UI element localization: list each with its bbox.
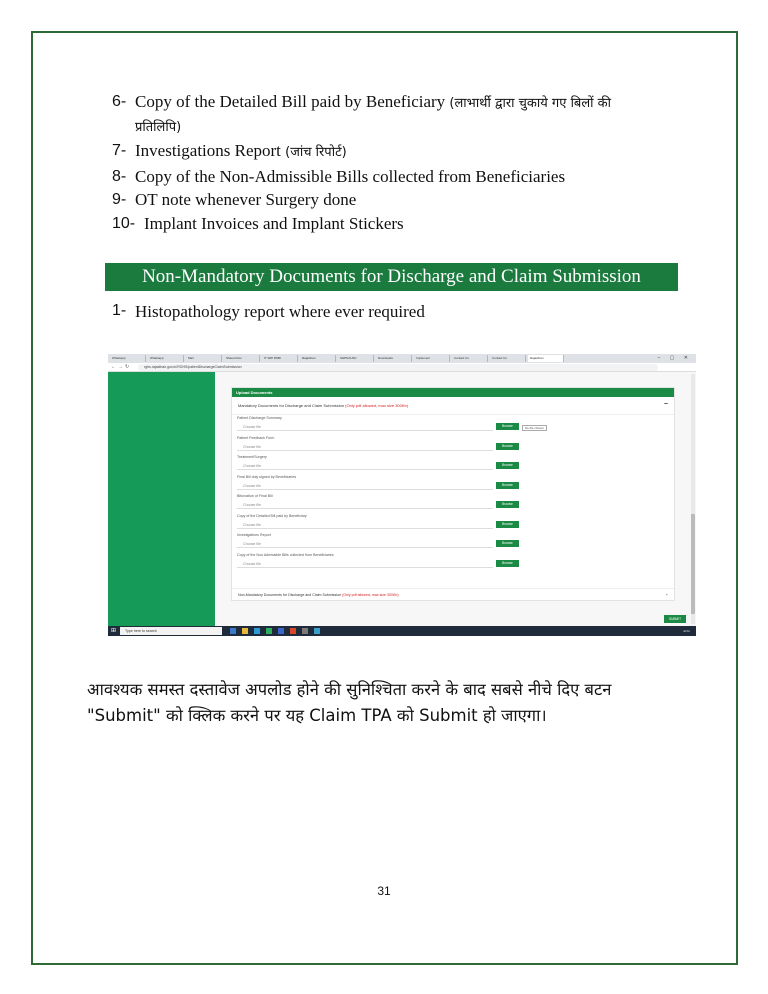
mandatory-section-header[interactable]	[232, 397, 674, 415]
document-label: Investigations Report	[237, 533, 271, 537]
scrollbar-thumb[interactable]	[691, 514, 695, 614]
taskbar-apps	[230, 628, 320, 634]
list-number: 1-	[112, 302, 127, 319]
document-upload-row	[232, 493, 674, 513]
browse-button[interactable]: Browse	[496, 443, 519, 450]
list-hindi-text: (जांच रिपोर्ट)	[285, 145, 347, 160]
list-item	[112, 302, 425, 322]
url-input[interactable]: rghs.rajasthan.gov.in/RGHS/patientDischargeClaimSubmission	[138, 364, 658, 371]
document-upload-row	[232, 474, 674, 494]
browse-button[interactable]: Browse	[496, 482, 519, 489]
document-upload-row	[232, 552, 674, 572]
document-upload-row	[232, 435, 674, 455]
list-item	[112, 188, 697, 212]
page-number: 31	[377, 884, 391, 898]
file-input[interactable]: Choose file	[237, 540, 493, 548]
document-upload-row	[232, 415, 674, 435]
document-label: Patient Discharge Summary	[237, 416, 282, 420]
app-sidebar	[108, 372, 215, 626]
browser-tab[interactable]: Shared Doc	[224, 355, 260, 362]
mandatory-documents-list	[112, 90, 697, 235]
list-number: 9-	[112, 191, 127, 208]
expand-icon[interactable]: +	[665, 593, 668, 597]
section-title: Mandatory Documents for Discharge and Claim Submission	[238, 403, 345, 408]
browser-tab[interactable]: Contact Us	[452, 355, 488, 362]
document-label: Copy of the Non Admissible Bills collected from Beneficiaries	[237, 552, 334, 557]
app-icon[interactable]	[302, 628, 308, 634]
browse-button[interactable]: Browse	[496, 462, 519, 469]
windows-taskbar	[108, 626, 696, 636]
list-item	[112, 139, 697, 165]
browser-tab-active[interactable]: Rajasthan	[528, 355, 564, 362]
list-text: OT note whenever Surgery done	[135, 190, 357, 209]
browse-button[interactable]: Browse	[496, 423, 519, 430]
submit-button[interactable]: SUBMIT	[664, 615, 686, 623]
excel-icon[interactable]	[266, 628, 272, 634]
main-content	[215, 372, 696, 626]
window-controls[interactable]: – ▢ ✕	[657, 355, 692, 361]
browser-address-bar	[108, 363, 696, 372]
document-label: Final Bill duly signed by Beneficiaries	[237, 474, 297, 479]
browse-button[interactable]: Browse	[496, 521, 519, 528]
embedded-screenshot	[108, 354, 696, 636]
list-item	[112, 212, 697, 236]
browser-tab[interactable]: Mail	[186, 355, 222, 362]
non-mandatory-section-header[interactable]	[232, 588, 674, 600]
back-icon[interactable]: ←	[111, 364, 116, 370]
browser-tab[interactable]: Rajasthan	[300, 355, 336, 362]
file-input[interactable]: Choose file	[237, 521, 493, 529]
browser-tab[interactable]: Contact Us	[490, 355, 526, 362]
list-number: 8-	[112, 167, 127, 185]
list-text: Copy of the Non-Admissible Bills collected from Beneficiaries	[135, 166, 566, 186]
tooltip: No file chosen	[522, 425, 547, 431]
forward-icon[interactable]: →	[118, 364, 123, 370]
document-label: Copy of the Detailed Bill paid by Beneficiary	[237, 513, 307, 518]
document-label: Patient Feedback Form	[237, 435, 275, 440]
browser-tab[interactable]: Downloads	[376, 355, 412, 362]
reload-icon[interactable]: ↻	[125, 364, 130, 370]
section-note: (Only pdf allowed, max size 300Kb)	[345, 403, 409, 408]
list-text: Histopathology report where ever required	[135, 302, 425, 321]
browser-tab[interactable]: SHPNAUSC	[338, 355, 374, 362]
file-input[interactable]: Choose file	[237, 560, 493, 568]
file-input[interactable]: Choose file	[237, 443, 493, 451]
browse-button[interactable]: Browse	[496, 540, 519, 547]
list-number: 10-	[112, 214, 136, 232]
file-input[interactable]: Choose file	[237, 482, 493, 490]
chrome-icon[interactable]	[290, 628, 296, 634]
windows-start-icon[interactable]: ⊞	[111, 628, 117, 634]
list-number: 6-	[112, 93, 127, 110]
card-title: Upload Documents	[232, 388, 674, 397]
document-upload-row	[232, 513, 674, 533]
mail-icon[interactable]	[254, 628, 260, 634]
file-input[interactable]: Choose file	[237, 501, 493, 509]
upload-documents-card	[231, 387, 675, 601]
file-input[interactable]: Choose file	[237, 462, 493, 470]
word-icon[interactable]	[278, 628, 284, 634]
browser-tab[interactable]: IT WIP RSBI	[262, 355, 298, 362]
list-hindi-continuation: प्रतिलिपि)	[135, 119, 182, 135]
browser-tab[interactable]: Implement	[414, 355, 450, 362]
browser-tab[interactable]: Whatsapp	[148, 355, 184, 362]
app-icon[interactable]	[314, 628, 320, 634]
list-text: Investigations Report	[135, 141, 281, 160]
document-upload-row	[232, 454, 674, 474]
document-label: Bifurcation of Final Bill	[237, 494, 273, 498]
section-title: Non-Mandatory Documents for Discharge and Claim Submission	[238, 593, 342, 597]
collapse-icon[interactable]: −	[663, 401, 668, 408]
browser-tab-bar	[108, 354, 696, 363]
document-label: Treatment/Surgery	[237, 455, 267, 459]
document-upload-row	[232, 532, 674, 552]
section-note: (Only pdf allowed, max size 300Kb)	[342, 593, 399, 597]
list-hindi-text: (लाभार्थी द्वारा चुकाये गए बिलों की	[449, 96, 612, 111]
list-number: 7-	[112, 142, 127, 159]
non-mandatory-banner: Non-Mandatory Documents for Discharge and Claim Submission	[105, 263, 678, 291]
list-text: Implant Invoices and Implant Stickers	[144, 213, 404, 233]
app-icon[interactable]	[230, 628, 236, 634]
list-item	[112, 165, 697, 189]
file-input[interactable]: Choose file	[237, 423, 493, 431]
browse-button[interactable]: Browse	[496, 501, 519, 508]
system-tray[interactable]: ENG	[683, 629, 690, 633]
browser-tab[interactable]: Whatsapp	[110, 355, 146, 362]
list-item	[112, 90, 697, 116]
browse-button[interactable]: Browse	[496, 560, 519, 567]
instruction-paragraph: आवश्यक समस्त दस्तावेज अपलोड होने की सुनिश्चिता करने के बाद सबसे नीचे दिए बटन "Submit" को क्लिक करने पर यह Claim TPA को Submit हो जाएगा।	[87, 680, 612, 725]
list-text: Copy of the Detailed Bill paid by Beneficiary	[135, 92, 446, 111]
folder-icon[interactable]	[242, 628, 248, 634]
scrollbar[interactable]	[691, 374, 695, 624]
taskbar-search-input[interactable]: Type here to search	[120, 627, 222, 635]
